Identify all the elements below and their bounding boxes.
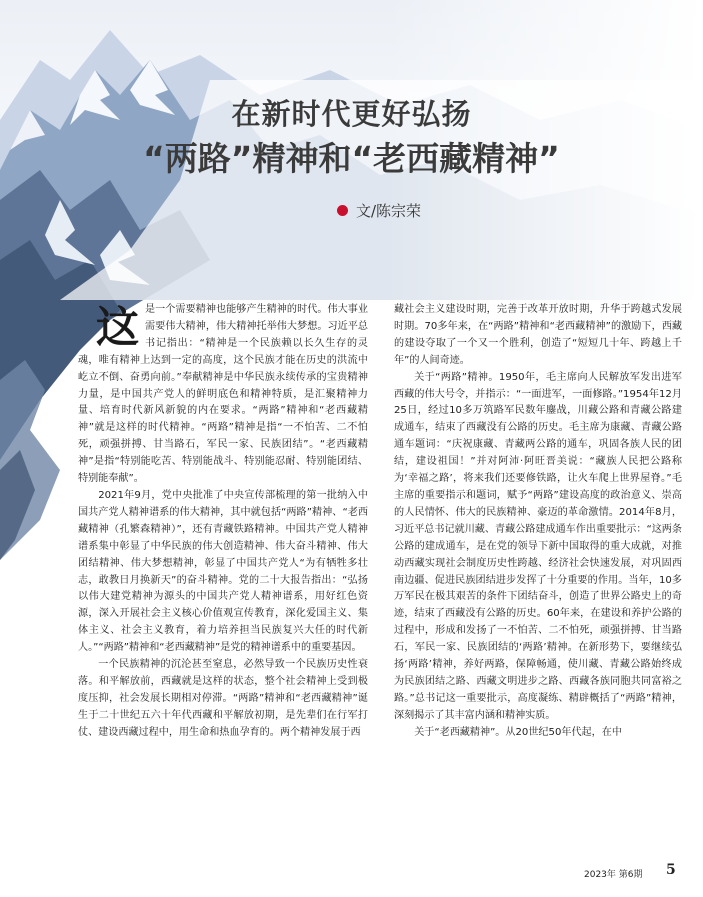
paragraph: 关于“两路”精神。1950年，毛主席向人民解放军发出进军西藏的伟大号令，并指示：“一面进军，一面修路。”1954年12月25日，经过10多万筑路军民数年鏖战，川藏公路和青藏公路建成通车，结束了西藏没有公路的历史。毛主席为康藏、青藏公路通车题词：“庆祝康藏、青藏两公路的通车，巩固各族人民的团结，建设祖国！”并对阿沛·阿旺晋美说：“藏族人民把公路称为‘幸福之路’，将来我们还要修铁路，让火车爬上世界屋脊。”毛主席的重要指示和题词，赋予“两路”建设高度的政治意义、崇高的人民情怀、伟大的民族精神、豪迈的革命激情。2014年8月，习近平总书记就川藏、青藏公路建成通车作出重要批示：“这两条公路的建成通车，是在党的领导下新中国取得的重大成就，对推动西藏实现社会制度历史性跨越、经济社会快速发展，对巩固西南边疆、促进民族团结进步发挥了十分重要的作用。当年，10多万军民在极其艰苦的条件下团结奋斗，创造了世界公路史上的奇迹，结束了西藏没有公路的历史。60年来，在建设和养护公路的过程中，形成和发扬了一不怕苦、二不怕死，顽强拼搏、甘当路石，军民一家、民族团结的‘两路’精神。在新形势下，要继续弘扬‘两路’精神，养好两路，保障畅通，使川藏、青藏公路始终成为民族团结之路、西藏文明进步之路、西藏各族同胞共同富裕之路。”总书记这一重要批示，高度凝练、精辟概括了“两路”精神，深刻揭示了其丰富内涵和精神实质。 — [394, 371, 682, 721]
article-title-line2: “两路”精神和“老西藏精神” — [143, 139, 560, 178]
issue-label: 2023年 第6期 — [584, 870, 643, 880]
left-column — [78, 302, 368, 742]
paragraph — [78, 302, 368, 488]
paragraph: 一个民族精神的沉沦甚至窒息，必然导致一个民族历史性衰落。和平解放前，西藏就是这样的状态，整个社会精神上受到极度压抑，社会发展长期相对停滞。“两路”精神和“老西藏精神”诞生于二十世纪五六十年代西藏和平解放初期，是先辈们在行军打仗、建设西藏过程中，用生命和热血孕育的。两个精神发展于西 — [78, 659, 368, 738]
paragraph: 关于“老西藏精神”。从20世纪50年代起，在中 — [414, 726, 622, 738]
author: 文/陈宗荣 — [355, 202, 422, 220]
right-column — [394, 302, 682, 742]
byline — [0, 200, 703, 221]
paragraph-text: 是一个需要精神也能够产生精神的时代。伟大事业需要伟大精神，伟大精神托举伟大梦想。习近平总书记指出：“精神是一个民族赖以长久生存的灵魂，唯有精神上达到一定的高度，这个民族才能在历史的洪流中屹立不倒、奋勇向前。”奉献精神是中华民族永续传承的宝贵精神力量，是中国共产党人的鲜明底色和精神特质，是汇聚精神力量、培育时代新风新貌的内在要求。“两路”精神和“老西藏精神”就是这样的时代精神。“两路”精神是指“一不怕苦、二不怕死，顽强拼搏、甘当路石，军民一家、民族团结”。“老西藏精神”是指“特别能吃苦、特别能战斗、特别能忍耐、特别能团结、特别能奉献”。 — [78, 304, 368, 485]
paragraph: 2021年9月，党中央批准了中央宣传部梳理的第一批纳入中国共产党人精神谱系的伟大精神，其中就包括“两路”精神、“老西藏精神（孔繁森精神）”，还有青藏铁路精神。中国共产党人精神谱系集中彰显了中华民族的伟大创造精神、伟大奋斗精神、伟大团结精神、伟大梦想精神，彰显了中国共产党人“为有牺牲多壮志，敢教日月换新天”的奋斗精神。党的二十大报告指出：“弘扬以伟大建党精神为源头的中国共产党人精神谱系，用好红色资源，深入开展社会主义核心价值观宣传教育，深化爱国主义、集体主义、社会主义教育，着力培养担当民族复兴大任的时代新人。”“两路”精神和“老西藏精神”是党的精神谱系中的重要基因。 — [78, 489, 368, 654]
drop-cap: 这 — [96, 303, 139, 353]
bullet-dot-icon — [337, 205, 348, 216]
article-title-line1: 在新时代更好弘扬 — [231, 97, 472, 131]
paragraph: 藏社会主义建设时期，完善于改革开放时期，升华于跨越式发展时期。70多年来，在“两路”精神和“老西藏精神”的激励下，西藏的建设夺取了一个又一个胜利，创造了“短短几十年、跨越上千年”的人间奇迹。 — [394, 304, 682, 366]
page-number: 5 — [666, 862, 676, 878]
